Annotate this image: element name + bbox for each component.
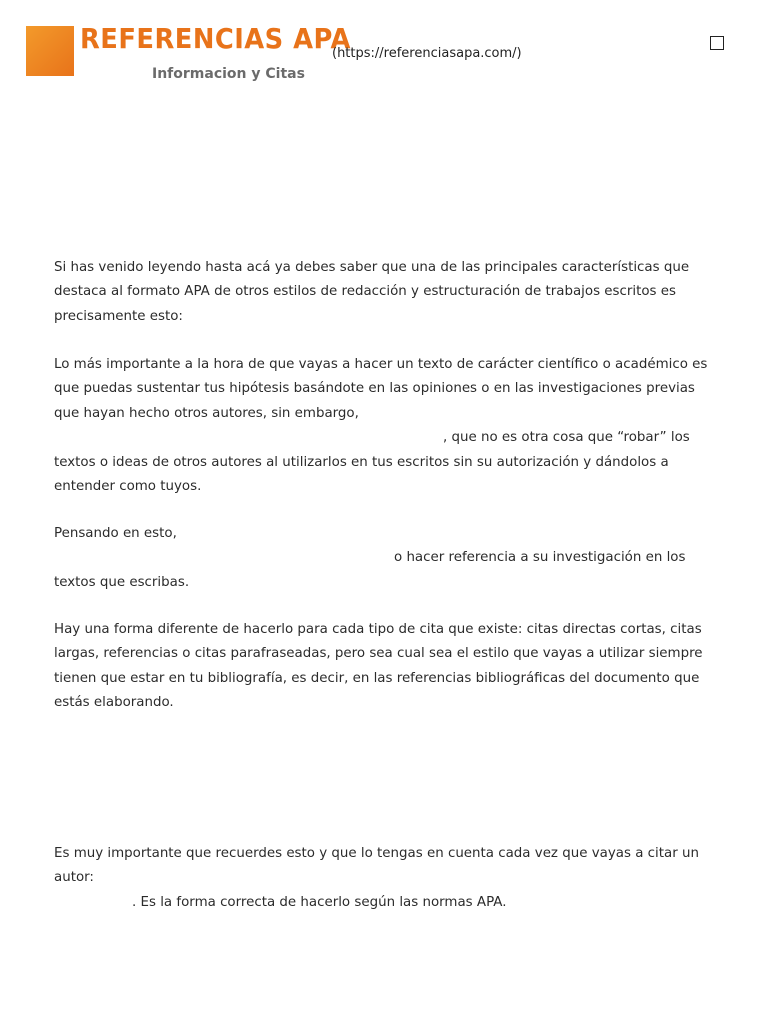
text-line: largas, referencias o citas parafraseadas, pero sea cual sea el estilo que vayas a utilizar siempre xyxy=(54,646,703,662)
text-line: entender como tuyos. xyxy=(54,479,202,495)
text-line: . Es la forma correcta de hacerlo según las normas APA. xyxy=(132,894,507,910)
text-line: que hayan hecho otros autores, sin embargo, xyxy=(54,405,359,421)
paragraph-1 xyxy=(54,256,724,329)
text-line: , que no es otra cosa que “robar” los xyxy=(443,430,690,446)
text-line: Hay una forma diferente de hacerlo para cada tipo de cita que existe: citas directas cortas, citas xyxy=(54,622,702,637)
paragraph-5 xyxy=(54,842,724,915)
text-line: Lo más importante a la hora de que vayas a hacer un texto de carácter científico o académico es xyxy=(54,357,708,372)
text-line: Pensando en esto, xyxy=(54,526,177,541)
site-url: (https://referenciasapa.com/) xyxy=(332,46,522,61)
text-line: textos que escribas. xyxy=(54,574,190,590)
text-line: Si has venido leyendo hasta acá ya debes saber que una de las principales características que xyxy=(54,260,690,275)
text-line: que puedas sustentar tus hipótesis basándote en las opiniones o en las investigaciones previas xyxy=(54,381,695,397)
logo-mark-icon xyxy=(26,26,74,76)
site-header xyxy=(0,0,768,100)
text-line: o hacer referencia a su investigación en los xyxy=(394,550,686,566)
text-line: estás elaborando. xyxy=(54,695,174,711)
logo-title: REFERENCIAS APA xyxy=(80,22,351,55)
text-line: precisamente esto: xyxy=(54,308,183,324)
text-line: Es muy importante que recuerdes esto y que lo tengas en cuenta cada vez que vayas a citar un xyxy=(54,846,699,861)
site-logo[interactable] xyxy=(26,22,351,86)
text-line: autor: xyxy=(54,870,94,886)
text-line: textos o ideas de otros autores al utilizarlos en tus escritos sin su autorización y dándolos a xyxy=(54,454,669,470)
logo-subtitle: Informacion y Citas xyxy=(152,66,305,82)
paragraph-3 xyxy=(54,522,724,595)
text-line: destaca al formato APA de otros estilos de redacción y estructuración de trabajos escritos es xyxy=(54,284,677,300)
paragraph-4 xyxy=(54,618,724,716)
paragraph-2 xyxy=(54,353,724,499)
text-line: tienen que estar en tu bibliografía, es decir, en las referencias bibliográficas del documento que xyxy=(54,670,700,686)
menu-icon[interactable] xyxy=(710,36,724,50)
